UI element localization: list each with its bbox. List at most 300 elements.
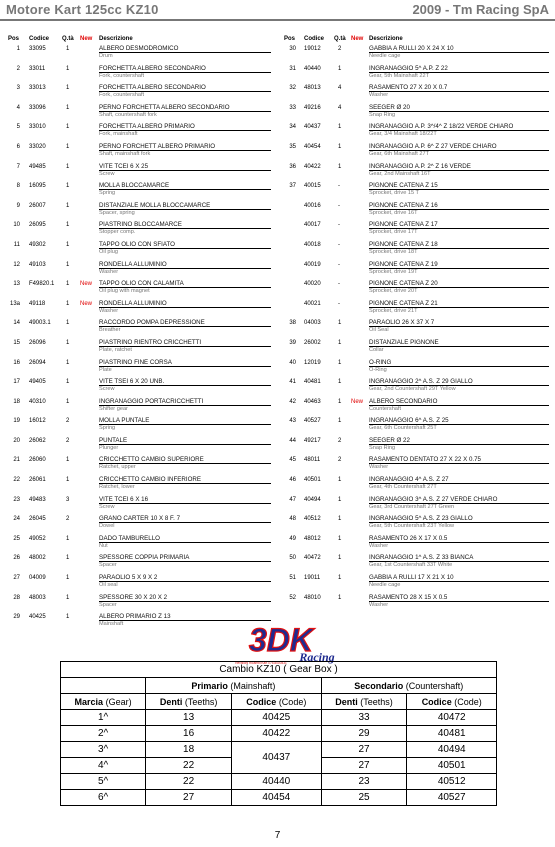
description-italian: PIASTRINO BLOCCAMARCE bbox=[99, 221, 182, 229]
page-number: 7 bbox=[274, 830, 281, 841]
new-flag: New bbox=[351, 398, 364, 405]
part-quantity: 1 bbox=[338, 516, 342, 523]
part-description bbox=[369, 45, 454, 59]
part-row bbox=[278, 200, 555, 220]
part-quantity: 1 bbox=[338, 398, 342, 405]
description-italian: RASAMENTO 28 X 15 X 0.5 bbox=[369, 593, 448, 601]
part-code: 33011 bbox=[29, 65, 46, 72]
part-quantity: 1 bbox=[66, 104, 70, 111]
part-description bbox=[99, 202, 210, 216]
description-italian: ALBERO PRIMARIO Z 13 bbox=[99, 613, 171, 621]
part-position: 9 bbox=[16, 202, 20, 209]
description-italian: PARAOLIO 5 X 9 X 2 bbox=[99, 574, 158, 582]
description-italian: INGRANAGGIO 2^ A.S. Z 29 GIALLO bbox=[369, 378, 473, 386]
description-english: Sprocket, drive 16T bbox=[369, 209, 418, 216]
part-quantity: 1 bbox=[338, 124, 342, 131]
part-quantity: 1 bbox=[66, 85, 70, 92]
part-code: 26095 bbox=[29, 222, 46, 229]
part-quantity: 1 bbox=[338, 320, 342, 327]
description-english: Gear, 2nd Mainshaft 16T bbox=[369, 170, 431, 177]
part-description bbox=[369, 123, 513, 137]
part-code: 40494 bbox=[304, 496, 321, 503]
description-english: Collar bbox=[369, 346, 384, 353]
part-code: 26061 bbox=[29, 477, 46, 484]
part-row bbox=[278, 435, 555, 455]
part-description bbox=[99, 496, 148, 510]
description-italian: DADO TAMBURELLO bbox=[99, 534, 160, 542]
part-row bbox=[0, 552, 275, 572]
gear-label: 1^ bbox=[61, 710, 146, 726]
part-position: 40 bbox=[289, 359, 296, 366]
primario-header: Primario (Mainshaft) bbox=[146, 678, 321, 694]
part-row bbox=[0, 592, 275, 612]
part-description bbox=[99, 476, 201, 490]
description-english: Spacer bbox=[99, 601, 117, 608]
part-quantity: - bbox=[338, 202, 340, 209]
part-position: 24 bbox=[13, 516, 20, 523]
part-row bbox=[278, 180, 555, 200]
description-italian: INGRANAGGIO A.P. 2^ Z 16 VERDE bbox=[369, 162, 471, 170]
description-english: Gear, 6th Mainshaft 27T bbox=[369, 150, 430, 157]
description-italian: GRANO CARTER 10 X 8 F. 7 bbox=[99, 515, 181, 523]
part-position: 43 bbox=[289, 418, 296, 425]
description-italian: PERNO FORCHETT ALBERO PRIMARIO bbox=[99, 142, 216, 150]
part-quantity: 4 bbox=[338, 85, 342, 92]
part-description bbox=[99, 359, 172, 373]
part-quantity: 1 bbox=[66, 594, 70, 601]
part-row bbox=[278, 357, 555, 377]
part-code: 19012 bbox=[304, 46, 321, 52]
primary-teeth: 27 bbox=[146, 790, 232, 806]
description-english: Oil plug with magnet bbox=[99, 288, 150, 295]
description-italian: INGRANAGGIO 5^ A.S. Z 23 GIALLO bbox=[369, 515, 473, 523]
part-quantity: 1 bbox=[338, 594, 342, 601]
part-code: 33020 bbox=[29, 143, 46, 150]
description-italian: ALBERO SECONDARIO bbox=[369, 397, 438, 405]
primary-code: 40422 bbox=[232, 726, 322, 742]
secondary-code: 40494 bbox=[407, 742, 497, 758]
part-row bbox=[0, 474, 275, 494]
part-description bbox=[369, 594, 447, 608]
description-italian: FORCHETTA ALBERO SECONDARIO bbox=[99, 64, 206, 72]
description-italian: INGRANAGGIO 1^ A.S. Z 33 BIANCA bbox=[369, 554, 474, 562]
description-english: Needle cage bbox=[369, 582, 401, 589]
part-code: 40512 bbox=[304, 516, 321, 523]
description-english: Nut bbox=[99, 542, 108, 549]
part-code: 33095 bbox=[29, 46, 46, 52]
new-header: New bbox=[80, 36, 93, 42]
description-english: Fork, mainshaft bbox=[99, 131, 138, 138]
part-row bbox=[278, 298, 555, 318]
part-code: 40017 bbox=[304, 222, 321, 229]
part-description bbox=[369, 104, 410, 118]
part-code: 48002 bbox=[29, 555, 46, 562]
description-italian: INGRANAGGIO 6^ A.S. Z 25 bbox=[369, 417, 449, 425]
part-position: 13a bbox=[9, 300, 20, 307]
part-quantity: - bbox=[338, 300, 340, 307]
p-denti-header: Denti (Teeths) bbox=[146, 694, 232, 710]
part-description bbox=[369, 65, 448, 79]
part-row bbox=[0, 357, 275, 377]
description-italian: CRICCHETTO CAMBIO SUPERIORE bbox=[99, 456, 204, 464]
part-description bbox=[369, 554, 473, 568]
description-italian: PIGNONE CATENA Z 17 bbox=[369, 221, 438, 229]
page-header bbox=[0, 0, 555, 22]
description-english: Washer bbox=[369, 542, 389, 549]
part-position: 22 bbox=[13, 477, 20, 484]
part-quantity: 4 bbox=[338, 104, 342, 111]
part-position: 46 bbox=[289, 477, 296, 484]
part-code: 40440 bbox=[304, 65, 321, 72]
description-english: Needle cage bbox=[369, 53, 401, 59]
part-quantity: 2 bbox=[66, 516, 70, 523]
description-english: Sprocket, drive 17T bbox=[369, 229, 418, 236]
description-italian: O-RING bbox=[369, 358, 392, 366]
part-quantity: 1 bbox=[66, 183, 70, 190]
s-denti-header: Denti (Teeths) bbox=[321, 694, 407, 710]
description-italian: SEEGER Ø 22 bbox=[369, 436, 410, 444]
description-english: Ratchet, lower bbox=[99, 484, 135, 491]
part-quantity: 1 bbox=[66, 281, 70, 288]
part-description bbox=[369, 300, 438, 314]
part-code: 26007 bbox=[29, 202, 46, 209]
part-code: 33010 bbox=[29, 124, 46, 131]
part-row bbox=[278, 592, 555, 612]
part-code: 04009 bbox=[29, 575, 46, 582]
part-description bbox=[369, 182, 438, 196]
description-english: Shaft, mainshaft fork bbox=[99, 150, 151, 157]
header-divider bbox=[0, 19, 555, 21]
part-row bbox=[0, 317, 275, 337]
description-italian: PIGNONE CATENA Z 19 bbox=[369, 260, 438, 268]
part-row bbox=[278, 474, 555, 494]
description-italian: PUNTALE bbox=[99, 436, 128, 444]
part-code: 48003 bbox=[29, 594, 46, 601]
description-english: Washer bbox=[369, 92, 389, 99]
part-description bbox=[99, 280, 184, 294]
part-description bbox=[99, 84, 206, 98]
description-english: Sprocket, drive 21T bbox=[369, 307, 418, 314]
part-row bbox=[0, 82, 275, 102]
part-position: 17 bbox=[13, 379, 20, 386]
part-position: 2 bbox=[16, 65, 20, 72]
secondary-teeth: 27 bbox=[321, 742, 407, 758]
part-position: 1 bbox=[16, 46, 20, 52]
description-english: Sprocket, drive 19T bbox=[369, 268, 418, 275]
part-row bbox=[278, 121, 555, 141]
part-position: 38 bbox=[289, 320, 296, 327]
part-description bbox=[99, 182, 169, 196]
part-row bbox=[0, 278, 275, 298]
description-english: Gear, 3/4 Mainshaft 18/22T bbox=[369, 131, 437, 138]
part-position: 15 bbox=[13, 339, 20, 346]
description-underline bbox=[369, 366, 549, 367]
code-header: Codice bbox=[304, 36, 325, 42]
part-description bbox=[369, 574, 454, 588]
gear-label: 5^ bbox=[61, 774, 146, 790]
description-italian: INGRANAGGIO A.P. 6^ Z 27 VERDE CHIARO bbox=[369, 142, 497, 150]
description-english: Snap Ring bbox=[369, 111, 396, 118]
part-quantity: 1 bbox=[66, 65, 70, 72]
part-row bbox=[278, 572, 555, 592]
part-row bbox=[278, 161, 555, 181]
part-position: 27 bbox=[13, 575, 20, 582]
part-code: 49103 bbox=[29, 261, 46, 268]
part-quantity: 1 bbox=[338, 163, 342, 170]
part-row bbox=[0, 180, 275, 200]
part-row bbox=[0, 239, 275, 259]
description-italian: SPESSORE COPPIA PRIMARIA bbox=[99, 554, 190, 562]
part-position: 7 bbox=[16, 163, 20, 170]
description-english: Fork, countershaft bbox=[99, 72, 145, 79]
part-quantity: 1 bbox=[66, 379, 70, 386]
part-code: 40527 bbox=[304, 418, 321, 425]
part-row bbox=[278, 82, 555, 102]
part-description bbox=[99, 535, 160, 549]
part-description bbox=[99, 319, 205, 333]
description-english: Sprocket, drive 15 T bbox=[369, 190, 419, 197]
description-italian: PIGNONE CATENA Z 15 bbox=[369, 182, 438, 190]
part-description bbox=[369, 143, 497, 157]
part-code: 49003.1 bbox=[29, 320, 51, 327]
part-position: 34 bbox=[289, 124, 296, 131]
gear-row bbox=[61, 726, 497, 742]
secondary-code: 40501 bbox=[407, 758, 497, 774]
part-description bbox=[369, 221, 438, 235]
part-code: 49118 bbox=[29, 300, 46, 307]
part-quantity: 1 bbox=[66, 143, 70, 150]
description-italian: MOLLA BLOCCAMARCE bbox=[99, 182, 170, 190]
part-position: 29 bbox=[13, 614, 20, 621]
description-italian: RASAMENTO 26 X 17 X 0.5 bbox=[369, 534, 448, 542]
description-english: Shaft, countershaft fork bbox=[99, 111, 157, 118]
part-position: 48 bbox=[289, 516, 296, 523]
gear-label: 4^ bbox=[61, 758, 146, 774]
desc-header: Descrizione bbox=[99, 36, 133, 42]
part-description bbox=[369, 398, 437, 412]
new-header: New bbox=[351, 36, 364, 42]
s-codice-header: Codice (Code) bbox=[407, 694, 497, 710]
description-italian: SEEGER Ø 20 bbox=[369, 103, 410, 111]
part-quantity: 1 bbox=[66, 614, 70, 621]
primary-code: 40425 bbox=[232, 710, 322, 726]
part-code: 40021 bbox=[304, 300, 321, 307]
description-italian: RASAMENTO DENTATO 27 X 22 X 0.75 bbox=[369, 456, 481, 464]
part-quantity: 1 bbox=[66, 535, 70, 542]
part-row bbox=[0, 454, 275, 474]
part-description bbox=[99, 613, 171, 627]
part-quantity: 1 bbox=[338, 496, 342, 503]
part-code: 40422 bbox=[304, 163, 321, 170]
part-row bbox=[278, 513, 555, 533]
logo-mark: 3DK bbox=[248, 622, 314, 658]
part-quantity: 1 bbox=[338, 555, 342, 562]
description-italian: PIASTRINO FINE CORSA bbox=[99, 358, 172, 366]
description-english: Breather bbox=[99, 327, 121, 334]
part-quantity: 1 bbox=[66, 202, 70, 209]
part-row bbox=[0, 533, 275, 553]
part-position: 13 bbox=[13, 281, 20, 288]
description-italian: TAPPO OLIO CON CALAMITA bbox=[99, 280, 184, 288]
part-code: 40501 bbox=[304, 477, 321, 484]
part-code: 49302 bbox=[29, 241, 46, 248]
description-italian: PARAOLIO 26 X 37 X 7 bbox=[369, 319, 435, 327]
part-position: 5 bbox=[16, 124, 20, 131]
secondary-code: 40481 bbox=[407, 726, 497, 742]
part-row bbox=[278, 337, 555, 357]
part-row bbox=[0, 298, 275, 318]
description-english: Spacer, spring bbox=[99, 209, 135, 216]
description-english: Gear, 3rd Countershaft 27T Green bbox=[369, 503, 455, 510]
part-code: 49485 bbox=[29, 163, 46, 170]
part-code: 16095 bbox=[29, 183, 46, 190]
part-quantity: 1 bbox=[338, 535, 342, 542]
parts-list-left bbox=[0, 31, 275, 631]
description-english: Screw bbox=[99, 503, 115, 510]
gearbox-caption: Cambio KZ10 ( Gear Box ) bbox=[61, 662, 497, 678]
part-description bbox=[369, 280, 438, 294]
part-row bbox=[278, 454, 555, 474]
part-quantity: 1 bbox=[66, 46, 70, 52]
part-position: 8 bbox=[16, 183, 20, 190]
secondary-teeth: 23 bbox=[321, 774, 407, 790]
part-description bbox=[99, 143, 215, 157]
description-english: Spring bbox=[99, 425, 116, 432]
empty-corner bbox=[61, 678, 146, 694]
description-italian: DISTANZIALE MOLLA BLOCCAMARCE bbox=[99, 201, 211, 209]
part-description bbox=[369, 535, 447, 549]
part-code: 33013 bbox=[29, 85, 46, 92]
description-english: Spacer bbox=[99, 562, 117, 569]
part-description bbox=[99, 45, 178, 59]
part-position: 3 bbox=[16, 85, 20, 92]
part-quantity: 2 bbox=[66, 437, 70, 444]
primary-teeth: 13 bbox=[146, 710, 232, 726]
part-quantity: 1 bbox=[338, 477, 342, 484]
qty-header: Q.tà bbox=[62, 36, 74, 42]
part-quantity: 1 bbox=[66, 300, 70, 307]
description-english: Screw bbox=[99, 386, 115, 393]
gearbox-table bbox=[60, 661, 497, 806]
part-position: 16 bbox=[13, 359, 20, 366]
part-position: 49 bbox=[289, 535, 296, 542]
part-description bbox=[99, 417, 149, 431]
description-english: Sprocket, drive 20T bbox=[369, 288, 418, 295]
description-english: Countershaft bbox=[369, 405, 402, 412]
part-description bbox=[99, 554, 189, 568]
logo-script: Racing bbox=[299, 650, 335, 664]
description-english: Gear, 4th Countershaft 27T bbox=[369, 484, 437, 491]
description-english: Washer bbox=[369, 464, 389, 471]
part-description bbox=[369, 163, 471, 177]
part-position: 52 bbox=[289, 594, 296, 601]
description-english: Oil Seal bbox=[369, 327, 389, 334]
description-english: Gear, 2nd Countershaft 29T Yellow bbox=[369, 386, 456, 393]
part-description bbox=[369, 261, 438, 275]
qty-header: Q.tà bbox=[334, 36, 346, 42]
part-position: 11 bbox=[13, 241, 20, 248]
part-row bbox=[0, 572, 275, 592]
part-code: 48013 bbox=[304, 85, 321, 92]
part-row bbox=[278, 396, 555, 416]
description-english: Mainshaft bbox=[99, 621, 124, 628]
primary-teeth: 18 bbox=[146, 742, 232, 758]
new-flag: New bbox=[80, 300, 93, 307]
logo-tagline: Revisioni Ricambi Kart 075.8000431 bbox=[235, 661, 287, 665]
part-code: 49405 bbox=[29, 379, 46, 386]
part-row bbox=[278, 376, 555, 396]
part-description bbox=[369, 437, 410, 451]
new-flag: New bbox=[80, 281, 93, 288]
part-description bbox=[99, 574, 157, 588]
part-row bbox=[0, 121, 275, 141]
document-title: Motore Kart 125cc KZ10 bbox=[6, 2, 159, 17]
part-position: 45 bbox=[289, 457, 296, 464]
part-quantity: 1 bbox=[338, 65, 342, 72]
description-english: Sprocket, drive 18T bbox=[369, 248, 418, 255]
description-italian: VITE TSEI 6 X 20 UNB. bbox=[99, 378, 165, 386]
part-code: 40310 bbox=[29, 398, 46, 405]
part-quantity: 1 bbox=[66, 398, 70, 405]
part-code: 26062 bbox=[29, 437, 46, 444]
part-position: 25 bbox=[13, 535, 20, 542]
description-english: Fork, countershaft bbox=[99, 92, 145, 99]
part-description bbox=[99, 456, 204, 470]
part-code: 49216 bbox=[304, 104, 321, 111]
part-row bbox=[0, 513, 275, 533]
part-position: 36 bbox=[289, 163, 296, 170]
description-italian: RONDELLA ALLUMINIO bbox=[99, 299, 167, 307]
part-code: 48012 bbox=[304, 535, 321, 542]
description-english: Ratchet, upper bbox=[99, 464, 136, 471]
part-description bbox=[99, 261, 167, 275]
part-quantity: 1 bbox=[338, 339, 342, 346]
part-quantity: 1 bbox=[66, 555, 70, 562]
pos-header: Pos bbox=[8, 36, 20, 42]
description-english: Stopper comp. bbox=[99, 229, 136, 236]
part-description bbox=[99, 241, 175, 255]
part-quantity: - bbox=[338, 183, 340, 190]
part-row bbox=[278, 259, 555, 279]
pos-header: Pos bbox=[284, 36, 296, 42]
description-italian: PERNO FORCHETTA ALBERO SECONDARIO bbox=[99, 103, 230, 111]
description-italian: DISTANZIALE PIGNONE bbox=[369, 338, 439, 346]
description-english: Oil seal bbox=[99, 582, 118, 589]
part-row bbox=[0, 219, 275, 239]
part-code: 16012 bbox=[29, 418, 46, 425]
part-row bbox=[0, 102, 275, 122]
description-english: Gear, 1st Countershaft 33T White bbox=[369, 562, 453, 569]
description-italian: INGRANAGGIO PORTACRICCHETTI bbox=[99, 397, 204, 405]
description-italian: TAPPO OLIO CON SFIATO bbox=[99, 240, 175, 248]
part-position: 51 bbox=[289, 575, 296, 582]
part-code: 26094 bbox=[29, 359, 46, 366]
part-row bbox=[278, 63, 555, 83]
column-headers bbox=[278, 31, 555, 43]
secondary-teeth: 27 bbox=[321, 758, 407, 774]
manufacturer-year: 2009 - Tm Racing SpA bbox=[412, 2, 549, 17]
gear-row bbox=[61, 742, 497, 758]
description-italian: PIGNONE CATENA Z 20 bbox=[369, 280, 438, 288]
part-quantity: - bbox=[338, 281, 340, 288]
gear-row bbox=[61, 774, 497, 790]
description-italian: SPESSORE 30 X 20 X 2 bbox=[99, 593, 168, 601]
description-italian: PIGNONE CATENA Z 18 bbox=[369, 240, 438, 248]
part-row bbox=[0, 494, 275, 514]
part-quantity: 1 bbox=[66, 575, 70, 582]
part-code: 26045 bbox=[29, 516, 46, 523]
description-italian: MOLLA PUNTALE bbox=[99, 417, 150, 425]
